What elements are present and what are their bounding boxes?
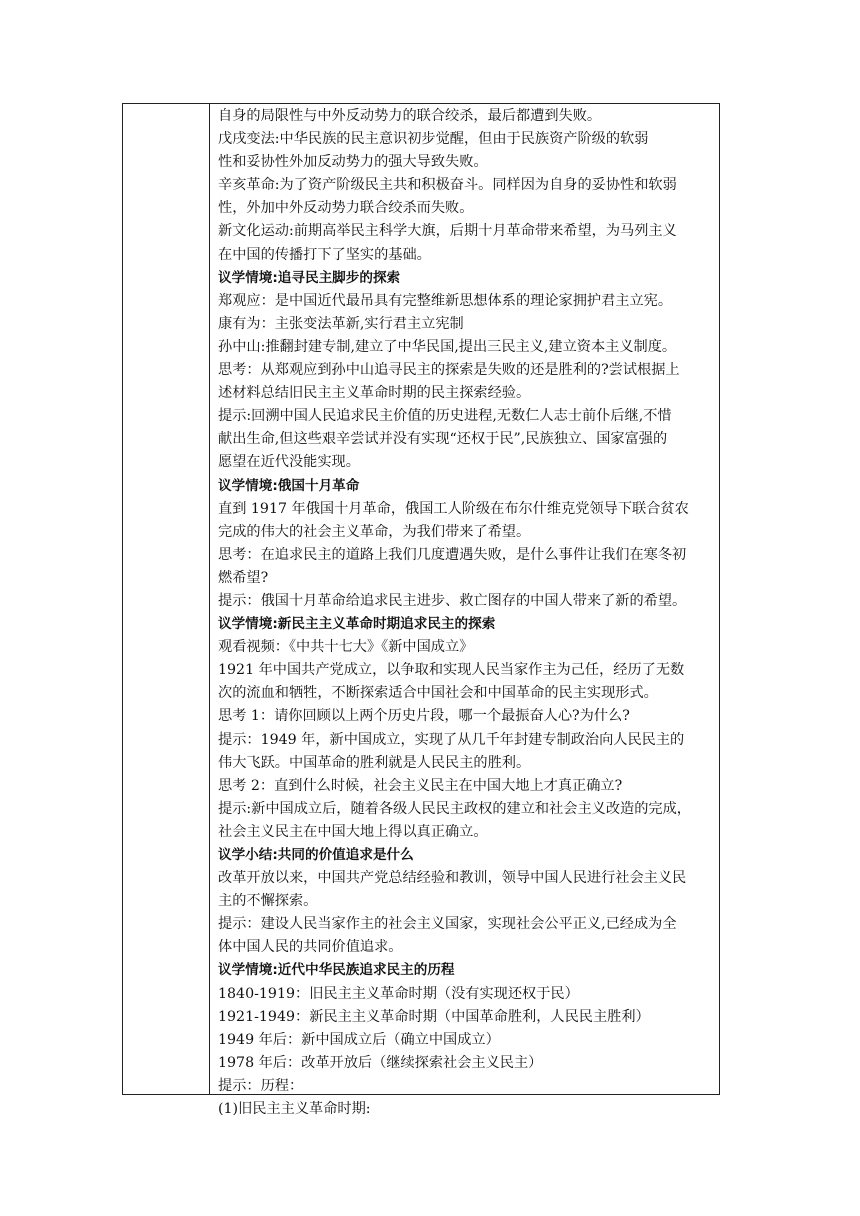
text-line: 思考 2：直到什么时候，社会主义民主在中国大地上才真正确立?: [218, 777, 623, 794]
section-heading: 议学情境:俄国十月革命: [218, 477, 360, 494]
text-line: 1978 年后：改革开放后（继续探索社会主义民主）: [218, 1054, 543, 1071]
text-line: 戊戌变法:中华民族的民主意识初步觉醒，但由于民族资产阶级的软弱: [218, 131, 649, 148]
text-line: 愿望在近代没能实现。: [218, 454, 360, 471]
text-line: 述材料总结旧民主主义革命时期的民主探索经验。: [218, 385, 531, 402]
text-line: 在中国的传播打下了坚实的基础。: [218, 246, 431, 263]
text-line: 性和妥协性外加反动势力的强大导致失败。: [218, 154, 488, 171]
text-line: 提示：建设人民当家作主的社会主义国家，实现社会公平正义,已经成为全: [218, 916, 677, 933]
text-line: 伟大飞跃。中国革命的胜利就是人民民主的胜利。: [218, 754, 531, 771]
text-line: 燃希望?: [218, 569, 269, 586]
text-line: (1)旧民主主义革命时期:: [218, 1101, 371, 1118]
table-left-column: [123, 104, 210, 1094]
text-line: 郑观应：是中国近代最吊具有完整维新思想体系的理论家拥护君主立宪。: [218, 292, 673, 309]
text-line: 观看视频：《中共十七大》《新中国成立》: [218, 639, 474, 656]
text-line: 思考：从郑观应到孙中山追寻民主的探索是失败的还是胜利的?尝试根据上: [218, 362, 680, 379]
section-heading: 议学小结:共同的价值追求是什么: [218, 847, 414, 863]
text-line: 完成的伟大的社会主义革命，为我们带来了希望。: [218, 523, 531, 540]
text-line: 性，外加中外反动势力联合绞杀而失败。: [218, 200, 474, 217]
section-heading: 议学情境:新民主主义革命时期追求民主的探索: [218, 616, 496, 633]
section-heading: 议学情境:近代中华民族追求民主的历程: [218, 962, 455, 979]
text-line: 提示：俄国十月革命给追求民主进步、救亡图存的中国人带来了新的希望。: [218, 592, 687, 609]
text-line: 改革开放以来，中国共产党总结经验和教训，领导中国人民进行社会主义民: [218, 870, 687, 887]
table-content-cell: [218, 105, 717, 1121]
text-line: 社会主义民主在中国大地上得以真正确立。: [218, 823, 488, 840]
text-line: 提示：1949 年，新中国成立，实现了从几千年封建专制政治向人民民主的: [218, 731, 685, 748]
text-line: 1949 年后：新中国成立后（确立中国成立）: [218, 1031, 500, 1048]
text-line: 提示：历程：: [218, 1077, 304, 1094]
text-line: 提示:回溯中国人民追求民主价值的历史进程,无数仁人志士前仆后继,不惜: [218, 408, 672, 425]
text-line: 献出生命,但这些艰辛尝试并没有实现“还权于民”,民族独立、国家富强的: [218, 431, 668, 448]
text-line: 思考 1：请你回顾以上两个历史片段，哪一个最振奋人心?为什么?: [218, 708, 630, 725]
text-line: 康有为：主张变法革新,实行君主立宪制: [218, 315, 464, 332]
lesson-table: [122, 103, 720, 1118]
section-heading: 议学情境:追寻民主脚步的探索: [218, 269, 401, 286]
text-line: 直到 1917 年俄国十月革命，俄国工人阶级在布尔什维克党领导下联合贫农: [218, 500, 689, 517]
text-line: 自身的局限性与中外反动势力的联合绞杀，最后都遭到失败。: [218, 108, 602, 124]
text-line: 体中国人民的共同价值追求。: [218, 939, 403, 956]
text-line: 1840-1919：旧民主主义革命时期（没有实现还权于民）: [218, 985, 579, 1002]
text-line: 提示:新中国成立后，随着各级人民民主政权的建立和社会主义改造的完成，: [218, 800, 691, 817]
text-line: 新文化运动:前期高举民主科学大旗，后期十月革命带来希望，为马列主义: [218, 223, 677, 240]
text-line: 1921 年中国共产党成立，以争取和实现人民当家作主为己任，经历了无数: [218, 662, 685, 679]
text-line: 1921-1949：新民主主义革命时期（中国革命胜利，人民民主胜利）: [218, 1008, 650, 1025]
text-line: 思考：在追求民主的道路上我们几度遭遇失败，是什么事件让我们在寒冬初: [218, 546, 687, 563]
text-line: 辛亥革命:为了资产阶级民主共和积极奋斗。同样因为自身的妥协性和软弱: [218, 177, 677, 194]
text-line: 主的不懈探索。: [218, 893, 318, 910]
text-line: 孙中山:推翻封建专制,建立了中华民国,提出三民主义,建立资本主义制度。: [218, 338, 677, 355]
text-line: 次的流血和牺牲，不断探索适合中国社会和中国革命的民主实现形式。: [218, 685, 658, 702]
